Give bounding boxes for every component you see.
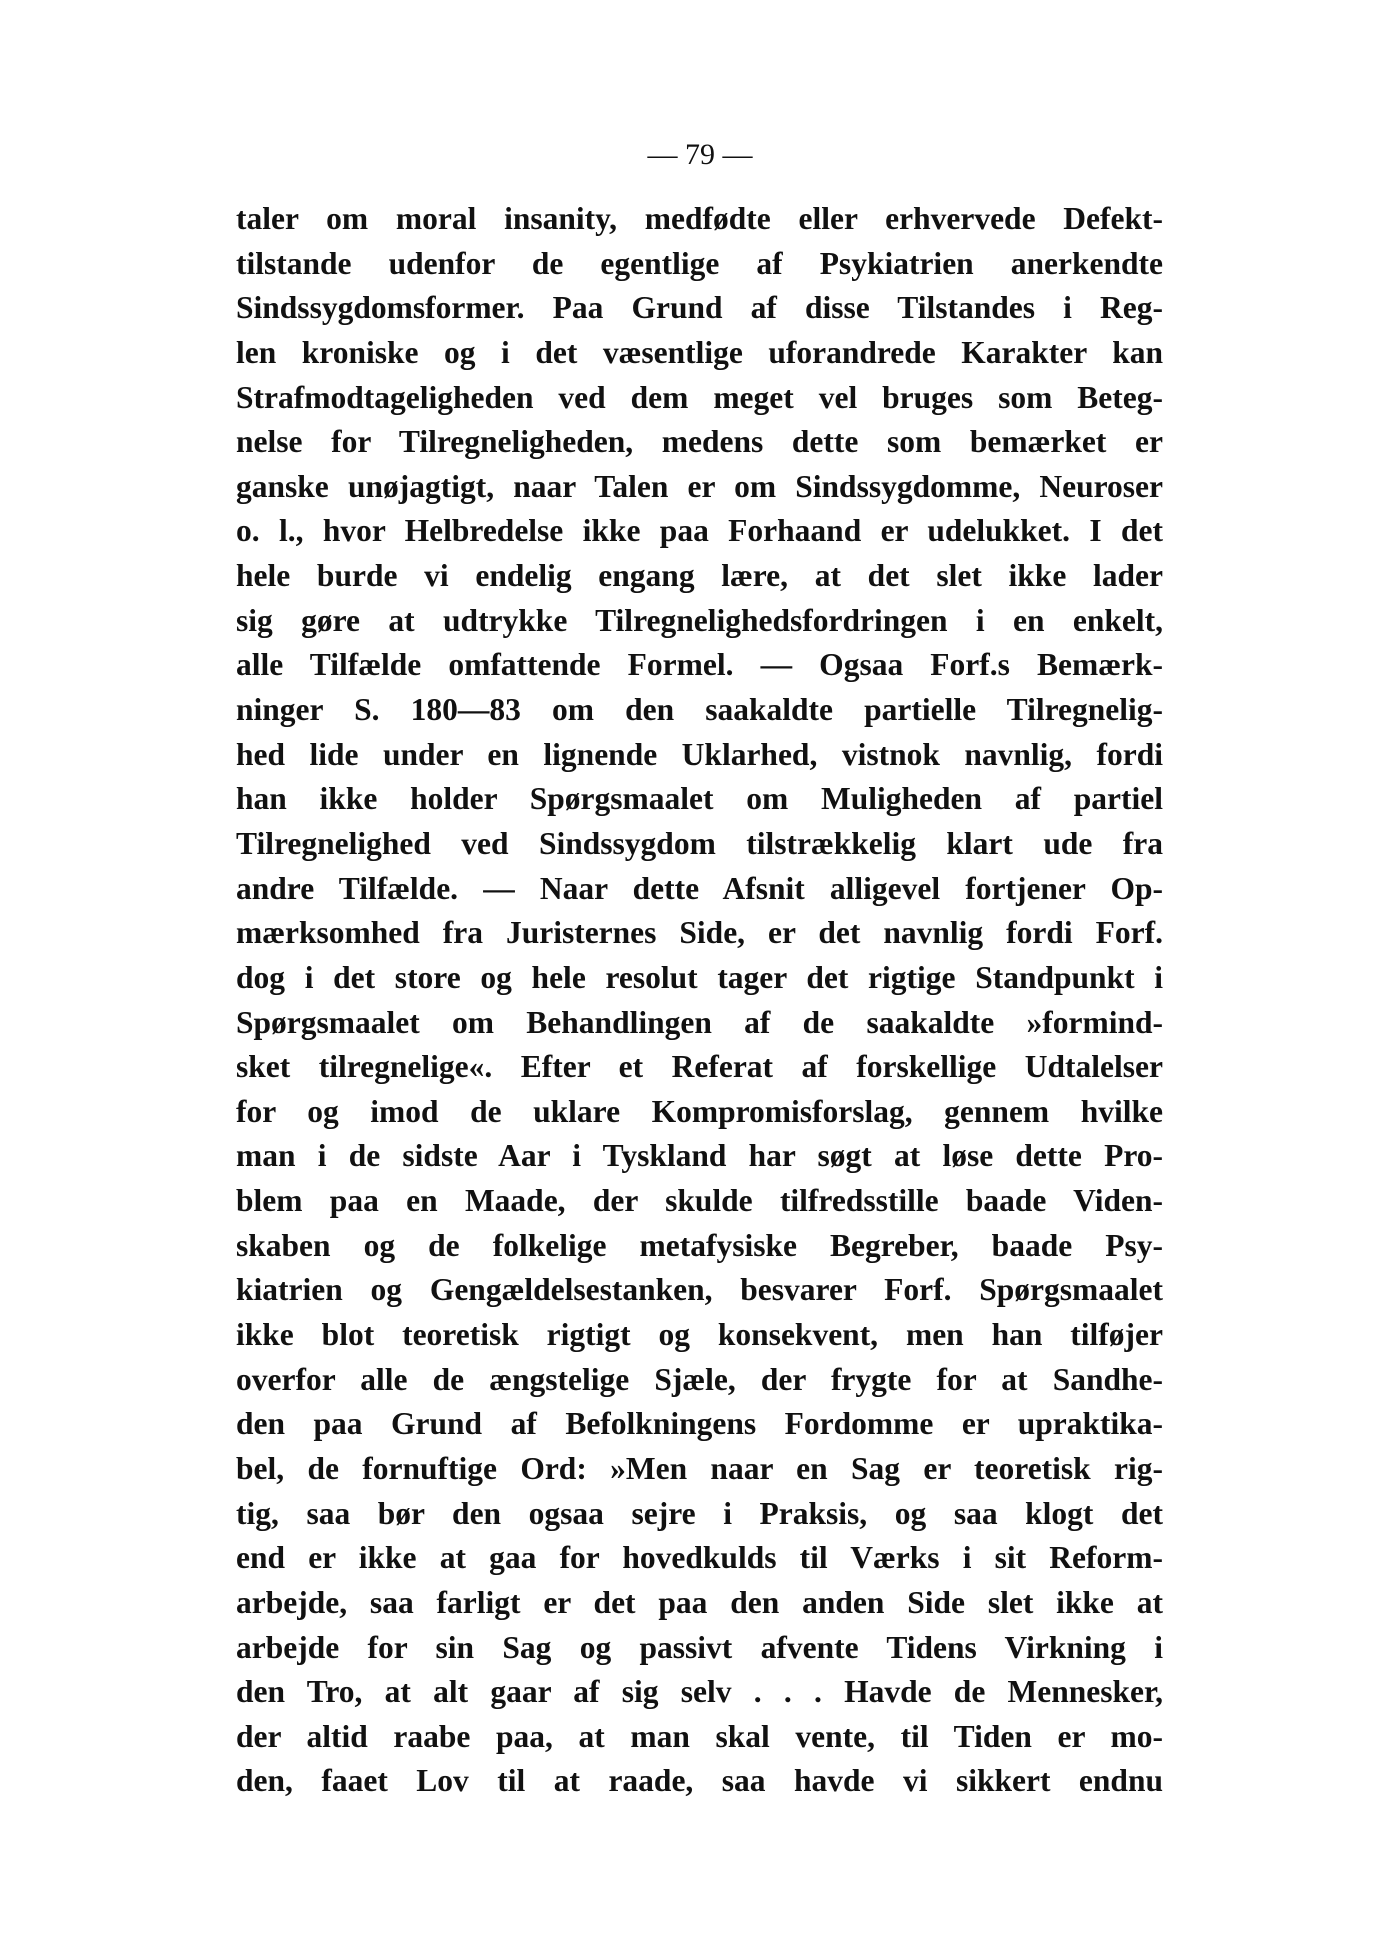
text-line: kiatrien og Gengældelsestanken, besvarer Forf. Spørgsmaalet (236, 1272, 1163, 1308)
text-line: nelse for Tilregneligheden, medens dette som bemærket er (236, 424, 1163, 460)
text-line: sig gøre at udtrykke Tilregnelighedsfordringen i en enkelt, (236, 602, 1163, 638)
text-line: overfor alle de ængstelige Sjæle, der frygte for at Sandhe- (236, 1361, 1163, 1397)
body-text (236, 197, 1163, 1804)
text-line: arbejde for sin Sag og passivt afvente Tidens Virkning i (236, 1629, 1163, 1665)
text-line: ikke blot teoretisk rigtigt og konsekvent, men han tilføjer (236, 1317, 1163, 1353)
text-line: for og imod de uklare Kompromisforslag, gennem hvilke (236, 1093, 1163, 1129)
text-line: der altid raabe paa, at man skal vente, til Tiden er mo- (236, 1718, 1163, 1754)
text-line: tig, saa bør den ogsaa sejre i Praksis, og saa klogt det (236, 1495, 1163, 1531)
text-line: len kroniske og i det væsentlige uforandrede Karakter kan (236, 334, 1163, 370)
text-line: blem paa en Maade, der skulde tilfredsstille baade Viden- (236, 1183, 1163, 1219)
text-line: Strafmodtageligheden ved dem meget vel bruges som Beteg- (236, 379, 1163, 415)
text-line: arbejde, saa farligt er det paa den anden Side slet ikke at (236, 1584, 1163, 1620)
text-line: Sindssygdomsformer. Paa Grund af disse Tilstandes i Reg- (236, 290, 1163, 326)
text-line: den, faaet Lov til at raade, saa havde vi sikkert endnu (236, 1763, 1163, 1799)
text-line: bel, de fornuftige Ord: »Men naar en Sag er teoretisk rig- (236, 1450, 1163, 1486)
text-line: hed lide under en lignende Uklarhed, vistnok navnlig, fordi (236, 736, 1163, 772)
text-line: mærksomhed fra Juristernes Side, er det navnlig fordi Forf. (236, 915, 1163, 951)
text-line: ninger S. 180—83 om den saakaldte partielle Tilregnelig- (236, 692, 1163, 728)
text-line: end er ikke at gaa for hovedkulds til Værks i sit Reform- (236, 1540, 1163, 1576)
text-line: andre Tilfælde. — Naar dette Afsnit alligevel fortjener Op- (236, 870, 1163, 906)
text-line: han ikke holder Spørgsmaalet om Muligheden af partiel (236, 781, 1163, 817)
text-line: sket tilregnelige«. Efter et Referat af forskellige Udtalelser (236, 1049, 1163, 1085)
text-line: taler om moral insanity, medfødte eller erhvervede Defekt- (236, 201, 1163, 236)
text-line: Tilregnelighed ved Sindssygdom tilstrækkelig klart ude fra (236, 825, 1163, 861)
text-line: den paa Grund af Befolkningens Fordomme er upraktika- (236, 1406, 1163, 1442)
text-line: den Tro, at alt gaar af sig selv . . . Havde de Mennesker, (236, 1674, 1163, 1710)
page-number: — 79 — (647, 138, 753, 171)
text-line: man i de sidste Aar i Tyskland har søgt at løse dette Pro- (236, 1138, 1163, 1174)
text-line: ganske unøjagtigt, naar Talen er om Sindssygdomme, Neuroser (236, 468, 1163, 504)
text-line: Spørgsmaalet om Behandlingen af de saakaldte »formind- (236, 1004, 1163, 1040)
text-line: skaben og de folkelige metafysiske Begreber, baade Psy- (236, 1227, 1163, 1263)
text-line: tilstande udenfor de egentlige af Psykiatrien anerkendte (236, 245, 1163, 281)
text-line: hele burde vi endelig engang lære, at det slet ikke lader (236, 558, 1163, 594)
text-line: alle Tilfælde omfattende Formel. — Ogsaa Forf.s Bemærk- (236, 647, 1163, 683)
text-line: o. l., hvor Helbredelse ikke paa Forhaand er udelukket. I det (236, 513, 1163, 549)
text-line: dog i det store og hele resolut tager det rigtige Standpunkt i (236, 959, 1163, 995)
